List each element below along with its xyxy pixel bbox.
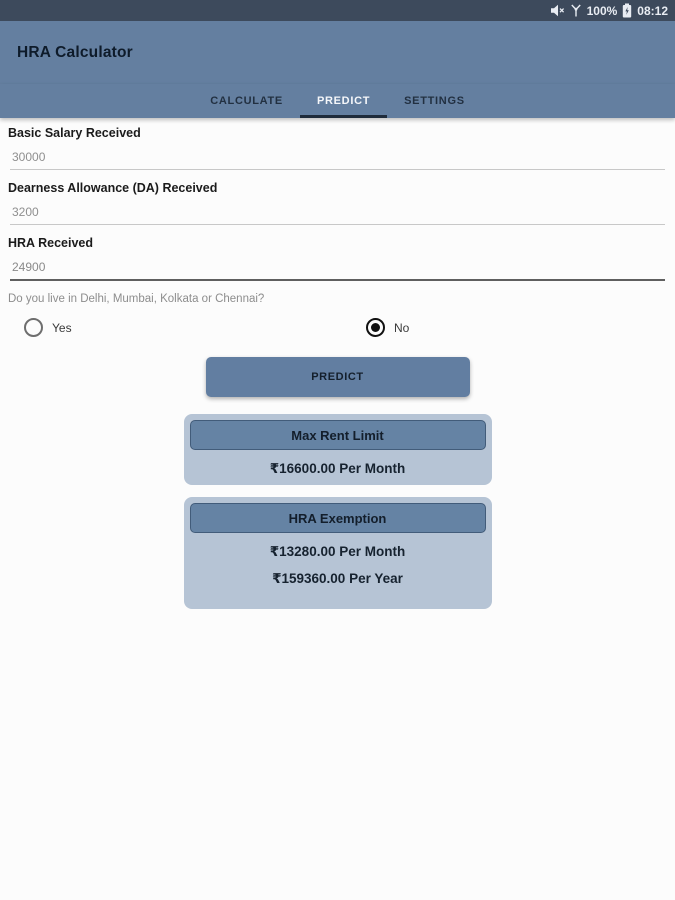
basic-salary-field-group — [0, 126, 675, 170]
hra-received-label: HRA Received — [8, 236, 93, 250]
radio-yes-label: Yes — [52, 320, 72, 335]
radio-yes[interactable] — [24, 318, 72, 337]
hra-received-input[interactable] — [10, 260, 665, 281]
dearness-allowance-input[interactable] — [10, 205, 665, 225]
tab-calculate[interactable]: CALCULATE — [210, 95, 283, 107]
radio-yes-circle-icon[interactable] — [24, 318, 43, 337]
tab-bar — [0, 84, 675, 118]
status-bar — [0, 0, 675, 21]
tab-predict[interactable]: PREDICT — [300, 84, 387, 118]
radio-no[interactable] — [366, 318, 409, 337]
app-bar — [0, 21, 675, 84]
clock-time: 08:12 — [637, 3, 668, 18]
dearness-allowance-field-group — [0, 181, 675, 225]
max-rent-limit-card-title: Max Rent Limit — [190, 420, 486, 450]
hra-received-field-group — [0, 236, 675, 281]
max-rent-limit-value: ₹16600.00 Per Month — [269, 461, 406, 476]
basic-salary-input[interactable] — [10, 150, 665, 170]
basic-salary-label: Basic Salary Received — [8, 126, 141, 140]
hra-exemption-card-title: HRA Exemption — [190, 503, 486, 533]
hra-exemption-monthly-value: ₹13280.00 Per Month — [269, 544, 406, 559]
tab-settings[interactable]: SETTINGS — [404, 95, 465, 107]
metro-city-question: Do you live in Delhi, Mumbai, Kolkata or Chennai? — [8, 293, 265, 305]
dearness-allowance-label: Dearness Allowance (DA) Received — [8, 181, 218, 195]
signal-antenna-icon — [570, 4, 582, 17]
max-rent-limit-card — [184, 414, 492, 485]
hra-exemption-card — [184, 497, 492, 609]
radio-no-circle-icon[interactable] — [366, 318, 385, 337]
battery-percent: 100% — [586, 3, 618, 18]
predict-tab-content — [0, 118, 675, 609]
hra-exemption-yearly-value: ₹159360.00 Per Year — [272, 571, 403, 586]
radio-no-label: No — [394, 320, 410, 335]
battery-icon — [622, 3, 632, 18]
volume-mute-icon — [551, 4, 565, 17]
page-title: HRA Calculator — [17, 43, 133, 61]
predict-button[interactable]: PREDICT — [206, 357, 470, 397]
metro-city-radio-group — [0, 314, 675, 344]
